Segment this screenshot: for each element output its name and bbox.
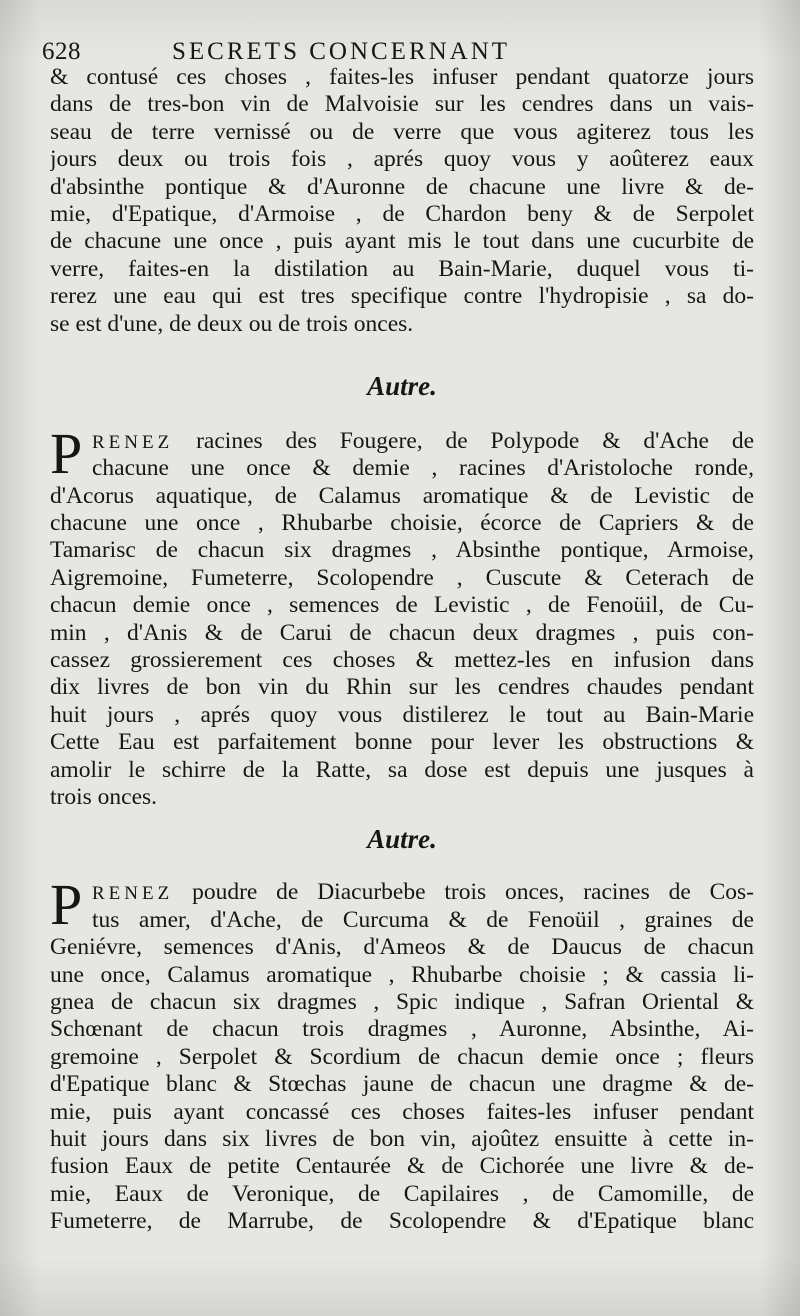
recipe-paragraph-2: [50, 872, 754, 1235]
text-line: [50, 428, 754, 455]
text-line: Geniévre, semences d'Anis, d'Ameos & de Daucus de chacun: [50, 934, 754, 961]
text-line: mie, Eaux de Veronique, de Capilaires , de Camomille, de: [50, 1180, 754, 1207]
text-line: chacune une once & demie , racines d'Aristoloche ronde,: [92, 455, 754, 482]
text-line: amolir le schirre de la Ratte, sa dose est depuis une jusques à: [50, 756, 754, 783]
text-line: se est d'une, de deux ou de trois onces.: [50, 310, 414, 337]
text-line: huit jours dans six livres de bon vin, ajoûtez ensuitte à cette in-: [50, 1125, 754, 1152]
text-line-rest: poudre de Diacurbebe trois onces, racines de Cos-: [192, 879, 754, 906]
text-line: Tamarisc de chacun six dragmes , Absinthe pontique, Armoise,: [50, 537, 754, 564]
text-line: d'absinthe pontique & d'Auronne de chacune une livre & de-: [50, 173, 754, 200]
text-line: d'Epatique blanc & Stœchas jaune de chacun une dragme & de-: [50, 1071, 754, 1098]
text-line: Cette Eau est parfaitement bonne pour lever les obstructions &: [50, 729, 754, 756]
text-line: d'Acorus aquatique, de Calamus aromatique & de Levistic de: [50, 482, 754, 509]
text-line-rest: racines des Fougere, de Polypode & d'Ache de: [196, 427, 754, 454]
text-line: min , d'Anis & de Carui de chacun deux dragmes , puis con-: [50, 619, 754, 646]
page-number: 628: [42, 38, 81, 65]
page-header: [42, 30, 754, 70]
text-line: Fumeterre, de Marrube, de Scolopendre & d'Epatique blanc: [50, 1208, 754, 1235]
running-title: SECRETS CONCERNANT: [172, 38, 511, 65]
text-line: Schœnant de chacun trois dragmes , Auronne, Absinthe, Ai-: [50, 1016, 754, 1043]
section-title-autre: Autre.: [367, 370, 437, 401]
text-line: [50, 879, 754, 906]
text-line: huit jours , aprés quoy vous distilerez le tout au Bain-Marie: [50, 701, 754, 728]
text-line: mie, d'Epatique, d'Armoise , de Chardon beny & de Serpolet: [50, 200, 754, 227]
continued-recipe-text: [50, 64, 754, 338]
text-line: jours deux ou trois fois , aprés quoy vous y aoûterez eaux: [50, 146, 754, 173]
text-line: chacun demie once , semences de Levistic , de Fenoüil, de Cu-: [50, 592, 754, 619]
text-line: & contusé ces choses , faites-les infuser pendant quatorze jours: [50, 64, 754, 90]
text-line: dix livres de bon vin du Rhin sur les cendres chaudes pendant: [50, 674, 754, 701]
recipe-paragraph-1: [50, 420, 754, 811]
text-line: gremoine , Serpolet & Scordium de chacun demie once ; fleurs: [50, 1043, 754, 1070]
small-caps-word: RENEZ: [92, 431, 174, 453]
text-line: dans de tres-bon vin de Malvoisie sur les cendres dans un vais-: [50, 91, 754, 118]
text-line: verre, faites-en la distilation au Bain-Marie, duquel vous ti-: [50, 255, 754, 282]
small-caps-word: RENEZ: [92, 883, 174, 905]
text-line: rerez une eau qui est tres specifique contre l'hydropisie , sa do-: [50, 283, 754, 310]
text-line: cassez grossierement ces choses & mettez-les en infusion dans: [50, 647, 754, 674]
text-line: trois onces.: [50, 783, 158, 810]
text-line: une once, Calamus aromatique , Rhubarbe choisie ; & cassia li-: [50, 961, 754, 988]
text-line: fusion Eaux de petite Centaurée & de Cichorée une livre & de-: [50, 1153, 754, 1180]
drop-cap: P: [50, 420, 83, 486]
text-line: de chacune une once , puis ayant mis le tout dans une cucurbite de: [50, 228, 754, 255]
text-line: Aigremoine, Fumeterre, Scolopendre , Cuscute & Ceterach de: [50, 564, 754, 591]
text-line: chacune une once , Rhubarbe choisie, écorce de Capriers & de: [50, 510, 754, 537]
text-line: tus amer, d'Ache, de Curcuma & de Fenoüil , graines de: [92, 906, 754, 933]
drop-cap: P: [50, 872, 83, 938]
section-title-autre: Autre.: [367, 824, 437, 855]
text-line: gnea de chacun six dragmes , Spic indique , Safran Oriental &: [50, 988, 754, 1015]
text-line: mie, puis ayant concassé ces choses faites-les infuser pendant: [50, 1098, 754, 1125]
text-line: seau de terre vernissé ou de verre que vous agiterez tous les: [50, 118, 754, 145]
